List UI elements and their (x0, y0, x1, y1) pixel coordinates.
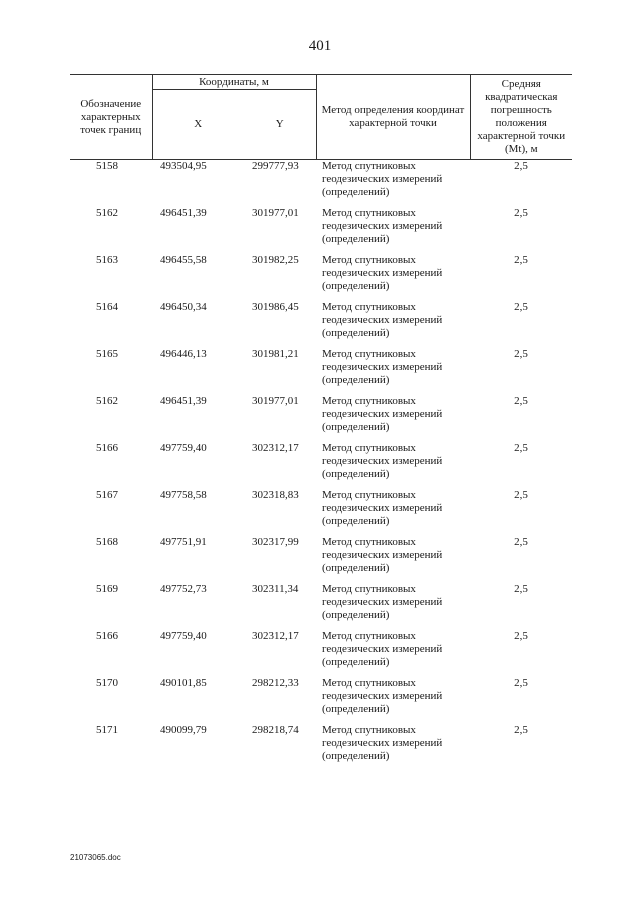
error-cell: 2,5 (514, 630, 528, 642)
point-cell: 5166 (96, 442, 118, 454)
error-cell: 2,5 (514, 301, 528, 313)
x-cell: 497759,40 (160, 442, 207, 454)
y-cell: 298218,74 (252, 724, 299, 736)
header-coordinates: Координаты, м (152, 75, 316, 90)
table-row (70, 583, 572, 630)
error-cell: 2,5 (514, 395, 528, 407)
table-row (70, 160, 572, 208)
y-cell: 301977,01 (252, 395, 299, 407)
method-cell: Метод спутниковых геодезических измерений (определений) (322, 724, 443, 762)
y-cell: 302311,34 (252, 583, 299, 595)
method-cell: Метод спутниковых геодезических измерений (определений) (322, 630, 443, 668)
table-row (70, 536, 572, 583)
point-cell: 5166 (96, 630, 118, 642)
header-point-designation: Обозначение характерных точек границ (70, 75, 152, 160)
table-row (70, 348, 572, 395)
y-cell: 298212,33 (252, 677, 299, 689)
x-cell: 497752,73 (160, 583, 207, 595)
table-row (70, 207, 572, 254)
method-cell: Метод спутниковых геодезических измерений (определений) (322, 489, 443, 527)
point-cell: 5162 (96, 395, 118, 407)
y-cell: 302312,17 (252, 442, 299, 454)
error-cell: 2,5 (514, 724, 528, 736)
method-cell: Метод спутниковых геодезических измерений (определений) (322, 395, 443, 433)
error-cell: 2,5 (514, 677, 528, 689)
x-cell: 490099,79 (160, 724, 207, 736)
header-error-text: Средняя квадратическая погрешность положения характерной точки (Mt), м (477, 78, 566, 155)
coordinates-table (70, 74, 572, 771)
point-cell: 5162 (96, 207, 118, 219)
error-cell: 2,5 (514, 160, 528, 172)
error-cell: 2,5 (514, 583, 528, 595)
point-cell: 5158 (96, 160, 118, 172)
method-cell: Метод спутниковых геодезических измерений (определений) (322, 536, 443, 574)
x-cell: 497759,40 (160, 630, 207, 642)
page-number: 401 (308, 38, 332, 54)
header-x: X (152, 90, 244, 160)
point-cell: 5167 (96, 489, 118, 501)
table-row (70, 489, 572, 536)
y-cell: 302312,17 (252, 630, 299, 642)
y-cell: 301981,21 (252, 348, 299, 360)
x-cell: 496451,39 (160, 207, 207, 219)
y-cell: 301982,25 (252, 254, 299, 266)
header-method: Метод определения координат характерной точки (316, 75, 470, 160)
method-cell: Метод спутниковых геодезических измерений (определений) (322, 348, 443, 386)
header-y: Y (244, 90, 316, 160)
table-header (70, 75, 572, 160)
error-cell: 2,5 (514, 348, 528, 360)
x-cell: 497758,58 (160, 489, 207, 501)
method-cell: Метод спутниковых геодезических измерений (определений) (322, 160, 443, 198)
y-cell: 301977,01 (252, 207, 299, 219)
error-cell: 2,5 (514, 489, 528, 501)
x-cell: 496455,58 (160, 254, 207, 266)
point-cell: 5164 (96, 301, 118, 313)
table-row (70, 724, 572, 771)
table-row (70, 442, 572, 489)
point-cell: 5169 (96, 583, 118, 595)
table-row (70, 630, 572, 677)
method-cell: Метод спутниковых геодезических измерений (определений) (322, 677, 443, 715)
table-row (70, 395, 572, 442)
point-cell: 5163 (96, 254, 118, 266)
x-cell: 493504,95 (160, 160, 207, 172)
x-cell: 496450,34 (160, 301, 207, 313)
footer-filename: 21073065.doc (70, 853, 121, 862)
table-row (70, 677, 572, 724)
error-cell: 2,5 (514, 254, 528, 266)
point-cell: 5170 (96, 677, 118, 689)
x-cell: 496451,39 (160, 395, 207, 407)
method-cell: Метод спутниковых геодезических измерений (определений) (322, 254, 443, 292)
x-cell: 497751,91 (160, 536, 207, 548)
y-cell: 302318,83 (252, 489, 299, 501)
method-cell: Метод спутниковых геодезических измерений (определений) (322, 301, 443, 339)
point-cell: 5168 (96, 536, 118, 548)
header-error (470, 75, 572, 160)
table-row (70, 301, 572, 348)
x-cell: 496446,13 (160, 348, 207, 360)
error-cell: 2,5 (514, 442, 528, 454)
table-body (70, 160, 572, 772)
error-cell: 2,5 (514, 207, 528, 219)
method-cell: Метод спутниковых геодезических измерений (определений) (322, 207, 443, 245)
method-cell: Метод спутниковых геодезических измерений (определений) (322, 442, 443, 480)
point-cell: 5171 (96, 724, 118, 736)
x-cell: 490101,85 (160, 677, 207, 689)
error-cell: 2,5 (514, 536, 528, 548)
y-cell: 302317,99 (252, 536, 299, 548)
method-cell: Метод спутниковых геодезических измерений (определений) (322, 583, 443, 621)
y-cell: 301986,45 (252, 301, 299, 313)
y-cell: 299777,93 (252, 160, 299, 172)
point-cell: 5165 (96, 348, 118, 360)
table-row (70, 254, 572, 301)
